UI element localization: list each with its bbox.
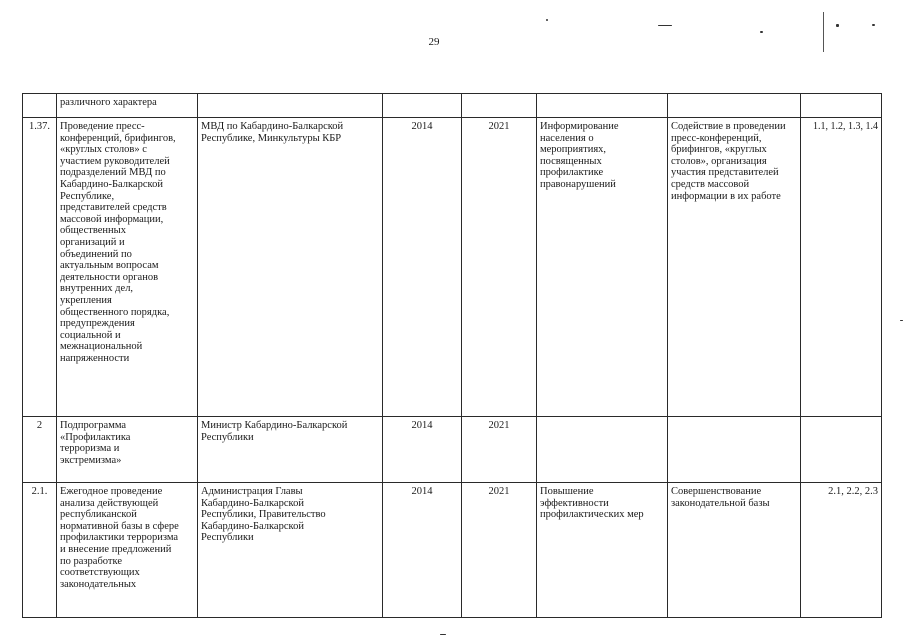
table-row (23, 417, 882, 483)
cell-start-year: 2014 (383, 483, 462, 618)
table-row (23, 483, 882, 618)
cell-result (537, 417, 668, 483)
cell-end-year: 2021 (462, 417, 537, 483)
cell-result: Повышение эффективности профилактических мер (537, 483, 668, 618)
cell-executor: МВД по Кабардино-Балкарской Республике, Минкультуры КБР (198, 118, 383, 417)
cell-event: Подпрограмма «Профилактика терроризма и экстремизма» (57, 417, 198, 483)
cell-end-year: 2021 (462, 118, 537, 417)
cell-start-year: 2014 (383, 118, 462, 417)
scan-edge-line (823, 12, 824, 52)
cell-indicators (801, 417, 882, 483)
table-row (23, 118, 882, 417)
cell-link (668, 417, 801, 483)
cell-event: различного характера (57, 94, 198, 118)
page-number: 29 (428, 36, 440, 48)
cell-link (668, 94, 801, 118)
scan-speck (546, 19, 548, 21)
cell-executor: Министр Кабардино-Балкарской Республики (198, 417, 383, 483)
cell-event: Ежегодное проведение анализа действующей республиканской нормативной базы в сфере профилактики терроризма и внесение предложений по разработке соответствующих законодательных (57, 483, 198, 618)
scan-speck (900, 320, 903, 321)
scan-speck (836, 24, 839, 27)
cell-number: 1.37. (23, 118, 57, 417)
cell-number: 2 (23, 417, 57, 483)
plan-table (22, 93, 882, 618)
cell-link: Содействие в проведении пресс-конференций, брифингов, «круглых столов», организация участия представителей средств массовой информации в их работе (668, 118, 801, 417)
scan-speck (440, 634, 446, 635)
scan-speck (872, 24, 875, 26)
cell-indicators: 2.1, 2.2, 2.3 (801, 483, 882, 618)
cell-start-year (383, 94, 462, 118)
cell-indicators: 1.1, 1.2, 1.3, 1.4 (801, 118, 882, 417)
cell-executor: Администрация Главы Кабардино-Балкарской Республики, Правительство Кабардино-Балкарской Республики (198, 483, 383, 618)
cell-start-year: 2014 (383, 417, 462, 483)
cell-end-year: 2021 (462, 483, 537, 618)
table-row (23, 94, 882, 118)
cell-executor (198, 94, 383, 118)
scan-speck (760, 31, 763, 33)
scan-speck (658, 25, 672, 26)
cell-number: 2.1. (23, 483, 57, 618)
cell-indicators (801, 94, 882, 118)
cell-event: Проведение пресс- конференций, брифингов, «круглых столов» с участием руководителей подразделений МВД по Кабардино-Балкарской Республике, представителей средств массовой информации, общественных организаций и объединений по актуальным вопросам деятельности органов внутренних дел, укрепления общественного порядка, предупреждения социальной и межнациональной напряженности (57, 118, 198, 417)
cell-result (537, 94, 668, 118)
cell-number (23, 94, 57, 118)
cell-end-year (462, 94, 537, 118)
cell-result: Информирование населения о мероприятиях, посвященных профилактике правонарушений (537, 118, 668, 417)
cell-link: Совершенствование законодательной базы (668, 483, 801, 618)
